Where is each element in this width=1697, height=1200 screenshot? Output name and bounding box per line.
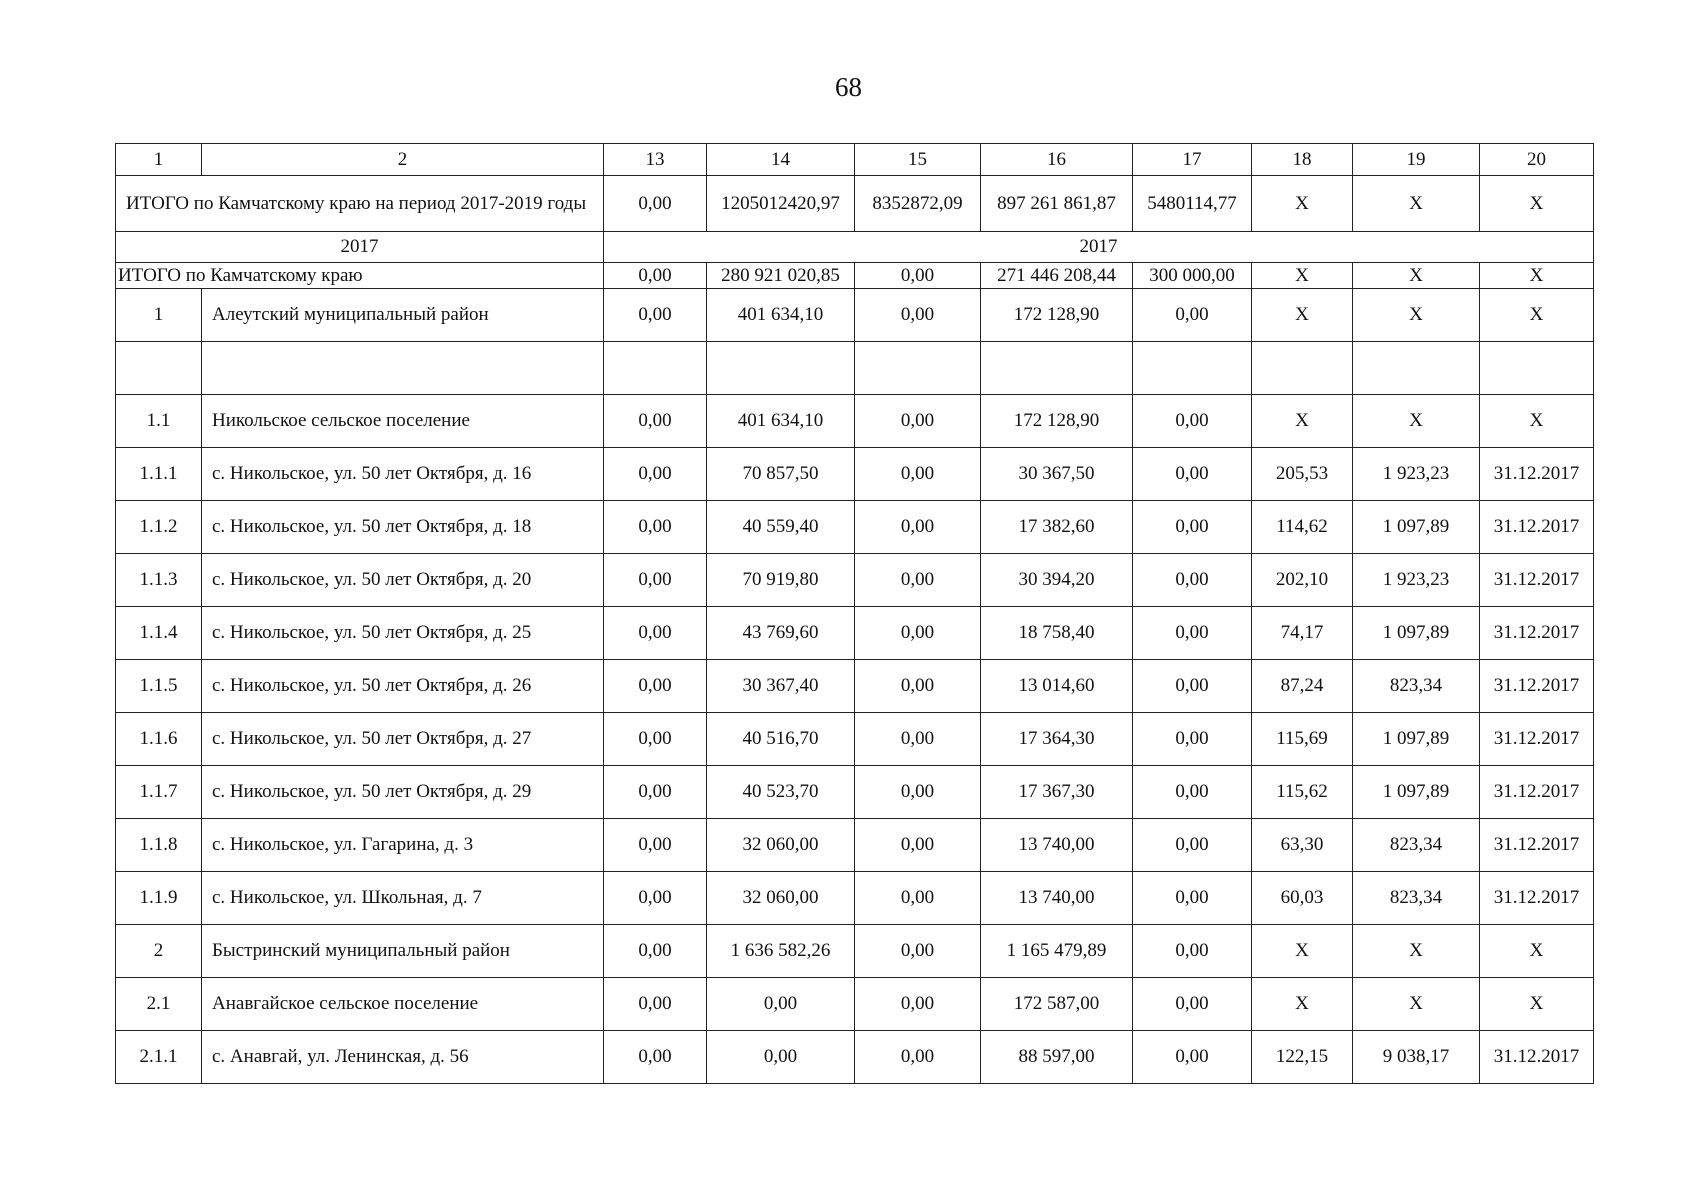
row-value: 30 394,20 [981,554,1133,607]
row-name: с. Никольское, ул. Гагарина, д. 3 [202,819,604,872]
row-value [604,342,707,395]
total-period-value: 8352872,09 [855,176,981,232]
row-name: Алеутский муниципальный район [202,289,604,342]
row-number: 2 [116,925,202,978]
row-value: 172 128,90 [981,395,1133,448]
total-year-label: ИТОГО по Камчатскому краю [116,263,604,289]
year-row [116,232,1594,263]
row-name: с. Анавгай, ул. Ленинская, д. 56 [202,1031,604,1084]
row-value: 13 740,00 [981,872,1133,925]
row-value: 30 367,50 [981,448,1133,501]
row-value: 40 559,40 [707,501,855,554]
column-number: 19 [1353,144,1480,176]
row-value: 31.12.2017 [1480,766,1594,819]
total-year-value: 280 921 020,85 [707,263,855,289]
column-number: 2 [202,144,604,176]
row-name: с. Никольское, ул. 50 лет Октября, д. 20 [202,554,604,607]
total-year-value: 300 000,00 [1133,263,1252,289]
row-value: 1 923,23 [1353,554,1480,607]
row-number: 1.1.4 [116,607,202,660]
row-number: 1.1.5 [116,660,202,713]
total-period-value: 5480114,77 [1133,176,1252,232]
row-value: 0,00 [604,1031,707,1084]
column-number: 14 [707,144,855,176]
column-number: 18 [1252,144,1353,176]
row-value: X [1252,978,1353,1031]
row-value: 0,00 [1133,978,1252,1031]
row-value: 1 165 479,89 [981,925,1133,978]
row-number [116,342,202,395]
row-value: 0,00 [855,1031,981,1084]
row-value: 31.12.2017 [1480,713,1594,766]
row-value: 0,00 [1133,819,1252,872]
total-year-value: X [1480,263,1594,289]
row-value: 40 523,70 [707,766,855,819]
row-value: 823,34 [1353,660,1480,713]
row-number: 1.1.8 [116,819,202,872]
column-number: 20 [1480,144,1594,176]
table-row [116,978,1594,1031]
row-value [855,342,981,395]
table-row [116,448,1594,501]
data-table [115,143,1594,1084]
row-value: 205,53 [1252,448,1353,501]
column-number: 13 [604,144,707,176]
year-label-right: 2017 [604,232,1594,263]
row-number: 1.1 [116,395,202,448]
row-value: 0,00 [1133,925,1252,978]
column-number: 1 [116,144,202,176]
row-value: 30 367,40 [707,660,855,713]
row-value: 0,00 [855,872,981,925]
row-value: 401 634,10 [707,289,855,342]
row-value: 31.12.2017 [1480,1031,1594,1084]
row-name: с. Никольское, ул. 50 лет Октября, д. 25 [202,607,604,660]
row-name: с. Никольское, ул. 50 лет Октября, д. 18 [202,501,604,554]
row-value: 0,00 [604,766,707,819]
row-value: 401 634,10 [707,395,855,448]
row-number: 2.1 [116,978,202,1031]
row-number: 1.1.7 [116,766,202,819]
table-row [116,342,1594,395]
row-value: 0,00 [604,872,707,925]
row-value: 1 097,89 [1353,766,1480,819]
row-value: 0,00 [1133,607,1252,660]
row-value: 1 097,89 [1353,607,1480,660]
row-value: 0,00 [604,713,707,766]
row-value: 202,10 [1252,554,1353,607]
row-value: 0,00 [1133,501,1252,554]
total-period-value: 1205012420,97 [707,176,855,232]
row-value: 122,15 [1252,1031,1353,1084]
row-value: 32 060,00 [707,819,855,872]
row-value [1252,342,1353,395]
row-value: 0,00 [1133,660,1252,713]
row-name [202,342,604,395]
row-value: 9 038,17 [1353,1031,1480,1084]
table-row [116,872,1594,925]
row-value: 0,00 [1133,448,1252,501]
table-row [116,819,1594,872]
row-name: с. Никольское, ул. 50 лет Октября, д. 26 [202,660,604,713]
row-value: 0,00 [707,978,855,1031]
row-value: 0,00 [1133,766,1252,819]
row-value: 18 758,40 [981,607,1133,660]
row-value: 0,00 [604,819,707,872]
row-value: 31.12.2017 [1480,448,1594,501]
row-value: 0,00 [1133,554,1252,607]
row-value: 1 097,89 [1353,501,1480,554]
table-row [116,501,1594,554]
column-number: 17 [1133,144,1252,176]
row-value: X [1252,289,1353,342]
row-value: 0,00 [604,395,707,448]
row-value: X [1480,978,1594,1031]
total-period-value: 897 261 861,87 [981,176,1133,232]
row-value: 115,69 [1252,713,1353,766]
column-number: 16 [981,144,1133,176]
row-value: 0,00 [855,925,981,978]
table-row [116,289,1594,342]
row-value: 40 516,70 [707,713,855,766]
row-value: 31.12.2017 [1480,872,1594,925]
row-number: 2.1.1 [116,1031,202,1084]
row-number: 1.1.3 [116,554,202,607]
row-value: 32 060,00 [707,872,855,925]
row-value: X [1353,925,1480,978]
row-name: Анавгайское сельское поселение [202,978,604,1031]
row-number: 1.1.6 [116,713,202,766]
row-value: 823,34 [1353,872,1480,925]
row-value: 1 636 582,26 [707,925,855,978]
row-value: X [1480,925,1594,978]
total-period-value: X [1252,176,1353,232]
row-value: 87,24 [1252,660,1353,713]
row-value: 0,00 [707,1031,855,1084]
table-row [116,766,1594,819]
table-row [116,554,1594,607]
row-value: X [1252,925,1353,978]
row-value: 114,62 [1252,501,1353,554]
row-value: 70 919,80 [707,554,855,607]
row-value [1480,342,1594,395]
table-row [116,395,1594,448]
row-value: 1 923,23 [1353,448,1480,501]
row-value: 0,00 [1133,872,1252,925]
row-value: 60,03 [1252,872,1353,925]
row-value: 88 597,00 [981,1031,1133,1084]
row-value: 31.12.2017 [1480,660,1594,713]
row-number: 1.1.2 [116,501,202,554]
row-number: 1.1.1 [116,448,202,501]
row-value: X [1480,395,1594,448]
total-period-label: ИТОГО по Камчатскому краю на период 2017-2019 годы [116,176,604,232]
row-name: с. Никольское, ул. 50 лет Октября, д. 29 [202,766,604,819]
row-value: 13 740,00 [981,819,1133,872]
row-value [707,342,855,395]
total-year-row [116,263,1594,289]
row-value: 0,00 [855,395,981,448]
row-value: 0,00 [604,448,707,501]
row-value: 31.12.2017 [1480,501,1594,554]
row-value: X [1353,978,1480,1031]
row-number: 1.1.9 [116,872,202,925]
total-period-value: X [1353,176,1480,232]
row-value: 17 367,30 [981,766,1133,819]
table-row [116,660,1594,713]
row-value: 0,00 [855,766,981,819]
row-value: 0,00 [1133,713,1252,766]
row-value: 17 364,30 [981,713,1133,766]
row-value: 63,30 [1252,819,1353,872]
row-value: X [1252,395,1353,448]
row-value: 0,00 [604,660,707,713]
row-value: 0,00 [855,607,981,660]
row-number: 1 [116,289,202,342]
row-value: 17 382,60 [981,501,1133,554]
row-value: 31.12.2017 [1480,819,1594,872]
total-year-value: 0,00 [855,263,981,289]
row-value: 823,34 [1353,819,1480,872]
total-year-value: 271 446 208,44 [981,263,1133,289]
row-value [1133,342,1252,395]
row-value: 74,17 [1252,607,1353,660]
row-value: 31.12.2017 [1480,607,1594,660]
row-value: X [1353,395,1480,448]
row-name: Никольское сельское поселение [202,395,604,448]
year-label-left: 2017 [116,232,604,263]
row-value: 172 587,00 [981,978,1133,1031]
total-period-value: X [1480,176,1594,232]
row-value: 70 857,50 [707,448,855,501]
total-period-row [116,176,1594,232]
row-value [981,342,1133,395]
row-value: 0,00 [604,925,707,978]
row-name: с. Никольское, ул. Школьная, д. 7 [202,872,604,925]
row-value: 0,00 [604,554,707,607]
row-value: 0,00 [855,660,981,713]
row-value: 0,00 [1133,395,1252,448]
row-value [1353,342,1480,395]
row-value: 0,00 [855,501,981,554]
row-value: 1 097,89 [1353,713,1480,766]
column-number-row [116,144,1594,176]
total-year-value: X [1252,263,1353,289]
row-value: 0,00 [604,501,707,554]
row-value: 172 128,90 [981,289,1133,342]
table-row [116,713,1594,766]
row-name: с. Никольское, ул. 50 лет Октября, д. 16 [202,448,604,501]
table-row [116,925,1594,978]
row-value: 0,00 [855,554,981,607]
total-year-value: X [1353,263,1480,289]
row-value: 0,00 [604,607,707,660]
row-value: 0,00 [1133,1031,1252,1084]
total-year-value: 0,00 [604,263,707,289]
column-number: 15 [855,144,981,176]
row-name: Быстринский муниципальный район [202,925,604,978]
total-period-value: 0,00 [604,176,707,232]
row-value: 0,00 [855,448,981,501]
page-number: 68 [835,72,862,102]
row-value: 43 769,60 [707,607,855,660]
row-value: X [1353,289,1480,342]
table-row [116,607,1594,660]
row-value: 13 014,60 [981,660,1133,713]
row-value: 0,00 [855,289,981,342]
row-value: 0,00 [855,978,981,1031]
row-value: 115,62 [1252,766,1353,819]
row-value: X [1480,289,1594,342]
row-value: 31.12.2017 [1480,554,1594,607]
row-name: с. Никольское, ул. 50 лет Октября, д. 27 [202,713,604,766]
row-value: 0,00 [604,978,707,1031]
row-value: 0,00 [1133,289,1252,342]
row-value: 0,00 [855,713,981,766]
table-row [116,1031,1594,1084]
row-value: 0,00 [855,819,981,872]
row-value: 0,00 [604,289,707,342]
